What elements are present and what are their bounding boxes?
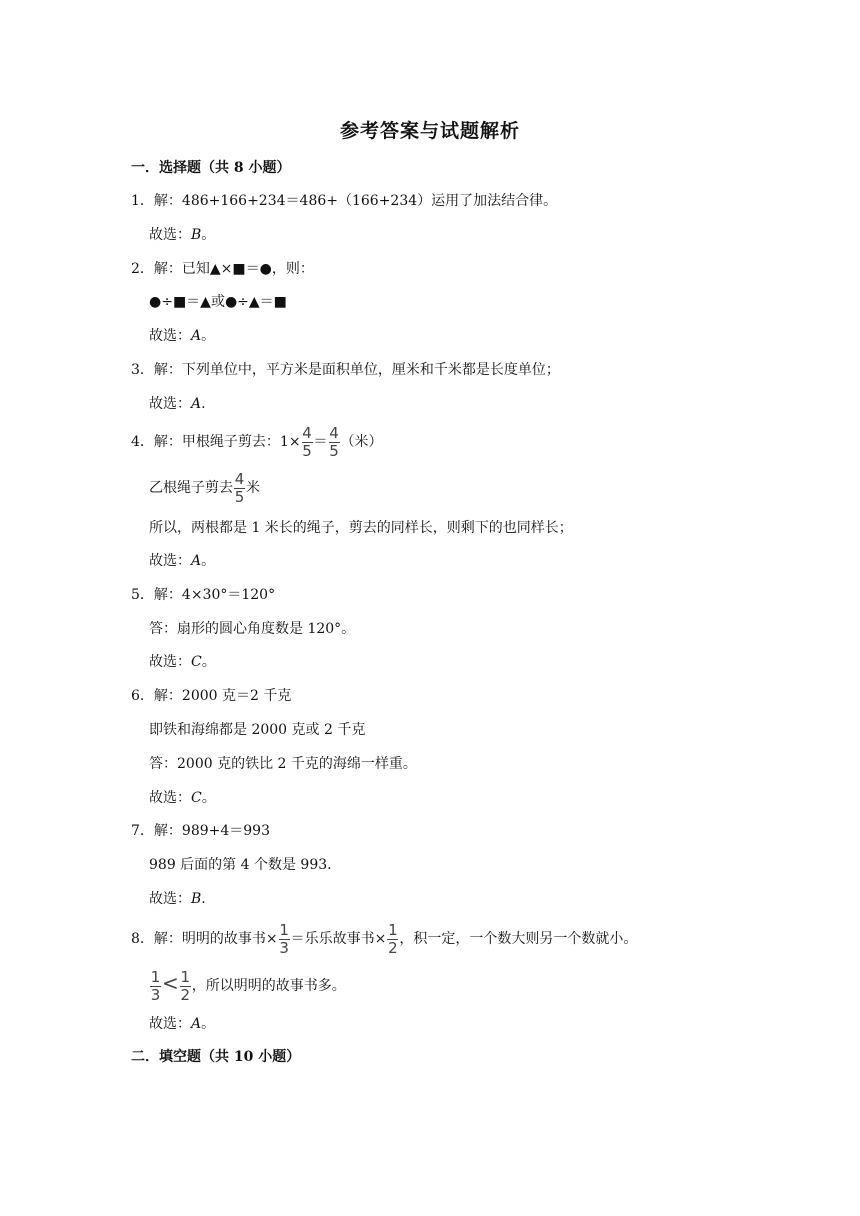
fraction-4-5: $\frac{4}{5}$: [234, 469, 245, 506]
fraction-4-5: $\frac{4}{5}$: [302, 423, 312, 460]
page-title: 参考答案与试题解析: [339, 120, 520, 142]
q3-solution: 3．解：下列单位中，平方米是面积单位，厘米和千米都是长度单位；: [131, 362, 560, 378]
q3-answer: 故选：A.: [149, 396, 206, 412]
q8-solution: 8．解：明明的故事书× $\frac{1}{3}$ ＝乐乐故事书× $\frac{1}{2}$ ，积一定，一个数大则另一个数就小。: [131, 920, 638, 957]
q2-relation: ●÷■＝▲或●÷▲＝■: [149, 294, 287, 310]
q6-solution: 6．解：2000 克＝2 千克: [131, 688, 292, 704]
q6-reply: 答：2000 克的铁比 2 千克的海绵一样重。: [149, 756, 417, 772]
q5-answer: 故选：C。: [149, 654, 216, 670]
q6-answer: 故选：C。: [149, 790, 216, 806]
q4-answer: 故选：A。: [149, 553, 216, 569]
q7-explanation: 989 后面的第 4 个数是 993.: [149, 857, 332, 873]
q1-answer: 故选：B。: [149, 227, 216, 243]
fraction-1-2: $\frac{1}{2}$: [388, 920, 398, 957]
q2-solution: 2．解：已知▲×■＝●，则：: [131, 261, 314, 277]
q4-solution: 4．解：甲根绳子剪去：1× $\frac{4}{5}$ ＝ $\frac{4}{5}$ （米）: [131, 423, 383, 460]
q1-solution: 1．解：486+166+234＝486+（166+234）运用了加法结合律。: [131, 193, 558, 209]
section-heading-choice: 一．选择题（共 8 小题）: [131, 160, 291, 176]
q8-comparison: $\frac{1}{3}$ < $\frac{1}{2}$ ，所以明明的故事书多。: [150, 967, 346, 1004]
fraction-1-3: $\frac{1}{3}$: [150, 967, 161, 1004]
q4-second-rope: 乙根绳子剪去 $\frac{4}{5}$ 米: [149, 469, 260, 506]
fraction-4-5: $\frac{4}{5}$: [329, 423, 339, 460]
fraction-1-3: $\frac{1}{3}$: [279, 920, 289, 957]
section-heading-fill-in: 二．填空题（共 10 小题）: [131, 1049, 301, 1065]
q7-solution: 7．解：989+4＝993: [131, 823, 270, 839]
q6-explanation: 即铁和海绵都是 2000 克或 2 千克: [149, 722, 366, 738]
q5-solution: 5．解：4×30°＝120°: [131, 587, 276, 603]
q4-conclusion: 所以，两根都是 1 米长的绳子，剪去的同样长，则剩下的也同样长；: [149, 520, 573, 536]
q8-answer: 故选：A。: [149, 1016, 216, 1032]
q7-answer: 故选：B.: [149, 891, 206, 907]
fraction-1-2: $\frac{1}{2}$: [180, 967, 191, 1004]
q2-answer: 故选：A。: [149, 328, 216, 344]
q5-reply: 答：扇形的圆心角度数是 120°。: [149, 621, 356, 637]
